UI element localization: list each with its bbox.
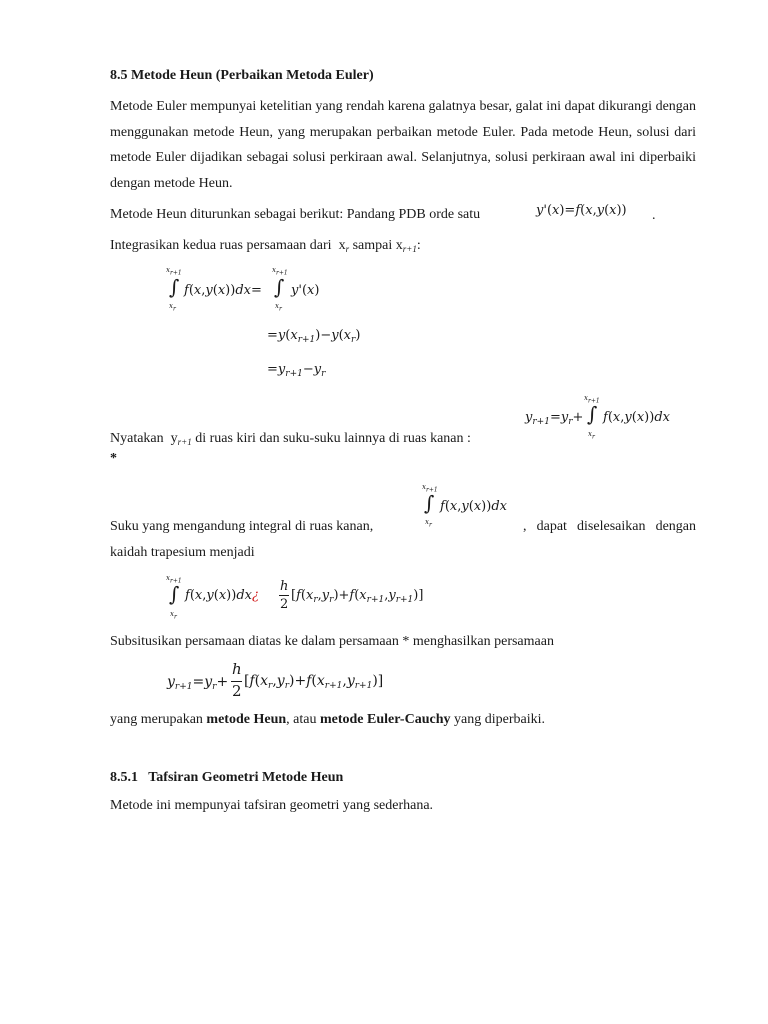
trap-int-lower: $x_r$ — [170, 610, 177, 621]
heun-h: h — [232, 660, 242, 678]
int-upper-2: $x_{r+1}$ — [272, 266, 288, 277]
term-int-lower: $x_r$ — [425, 518, 432, 529]
star-mark: * — [110, 451, 117, 466]
eq-step3: $=y_{r+1}-y_r$ — [267, 362, 326, 379]
trap-lhs: f(x,y(x))dx¿ — [185, 588, 259, 603]
eq-star-lhs: $y_{r+1}=y_r+$ — [525, 410, 584, 427]
integrate-middle: sampai — [352, 238, 393, 253]
bold-euler-cauchy: metode Euler-Cauchy — [319, 712, 451, 727]
heun-rhs: $[f(x_r,y_r)+f(x_{r+1},y_{r+1})]$ — [244, 673, 384, 691]
kaidah-line: kaidah trapesium menjadi — [110, 545, 255, 560]
derive-line-end: . — [652, 208, 656, 223]
int-lower-2: $x_r$ — [275, 302, 282, 313]
trap-h: h — [280, 579, 289, 594]
term-body: f(x,y(x))dx — [440, 499, 507, 514]
trap-frac-bar — [279, 595, 289, 596]
star-integral-sign: ∫ — [587, 402, 598, 426]
eq-pdb: y'(x)=f(x,y(x)) — [536, 203, 627, 218]
term-int-upper: $x_{r+1}$ — [422, 483, 438, 494]
suku-line-prefix: Suku yang mengandung integral di ruas kanan, — [110, 519, 374, 534]
int-upper-1: $x_{r+1}$ — [166, 266, 182, 277]
nyatakan-line: Nyatakan $y_{r+1}$ di ruas kiri dan suku-suku lainnya di ruas kanan : — [110, 431, 471, 447]
heun-two: 2 — [232, 682, 242, 700]
star-int-lower: $x_r$ — [588, 430, 595, 441]
eq-lhs: f(x,y(x))dx= — [184, 283, 262, 298]
paragraph-last: Metode ini mempunyai tafsiran geometri yang sederhana. — [110, 798, 434, 813]
trap-integral-sign: ∫ — [169, 582, 180, 606]
section-title: 8.5 Metode Heun (Perbaikan Metoda Euler) — [110, 68, 374, 83]
integrate-prefix: Integrasikan kedua ruas persamaan dari — [110, 238, 332, 253]
subs-line: Subsitusikan persamaan diatas ke dalam persamaan * menghasilkan persamaan — [110, 634, 554, 649]
trap-int-upper: $x_{r+1}$ — [166, 574, 182, 585]
integral-sign-1: ∫ — [169, 275, 180, 299]
paragraph-intro: Metode Euler mempunyai ketelitian yang rendah karena galatnya besar, galat ini dapat dikurangi dengan menggunakan metode Heun, yang merupakan perbaikan metode Euler. Pada metode Heun, solusi dari metode Euler dijadikan sebagai solusi perkiraan awal. Selanjutnya, solusi perkiraan awal ini diperbaiki dengan metode Heun. — [110, 99, 696, 191]
integral-sign-2: ∫ — [274, 275, 285, 299]
int-lower-1: $x_r$ — [169, 302, 176, 313]
eq-step2: $=y(x_{r+1})-y(x_r)$ — [267, 328, 361, 345]
suku-line-suffix: , dapat diselesaikan dengan — [523, 519, 696, 534]
x-r: $x_r$ — [338, 238, 350, 254]
x-r1: $x_{r+1}$ — [395, 238, 417, 254]
eq-rhs: y'(x) — [291, 283, 320, 298]
heun-lhs: $y_{r+1}=y_r+$ — [167, 674, 229, 692]
bold-metode-heun: metode Heun — [206, 712, 287, 727]
eq-star-rhs: f(x,y(x))dx — [603, 410, 670, 425]
subsection-title: 8.5.1 Tafsiran Geometri Metode Heun — [110, 770, 344, 785]
y-r1: $y_{r+1}$ — [170, 431, 192, 447]
star-int-upper: $x_{r+1}$ — [584, 394, 600, 405]
trap-rhs: $[f(x_r,y_r)+f(x_{r+1},y_{r+1})]$ — [291, 588, 424, 605]
trap-two: 2 — [280, 597, 289, 612]
integrate-line: Integrasikan kedua ruas persamaan dari $x_r$ sampai $x_{r+1}$: — [110, 238, 421, 254]
term-integral-sign: ∫ — [424, 491, 435, 515]
derive-line: Metode Heun diturunkan sebagai berikut: Pandang PDB orde satu — [110, 207, 481, 222]
heun-line: yang merupakan metode Heun, atau metode Euler-Cauchy yang diperbaiki. — [110, 712, 545, 727]
